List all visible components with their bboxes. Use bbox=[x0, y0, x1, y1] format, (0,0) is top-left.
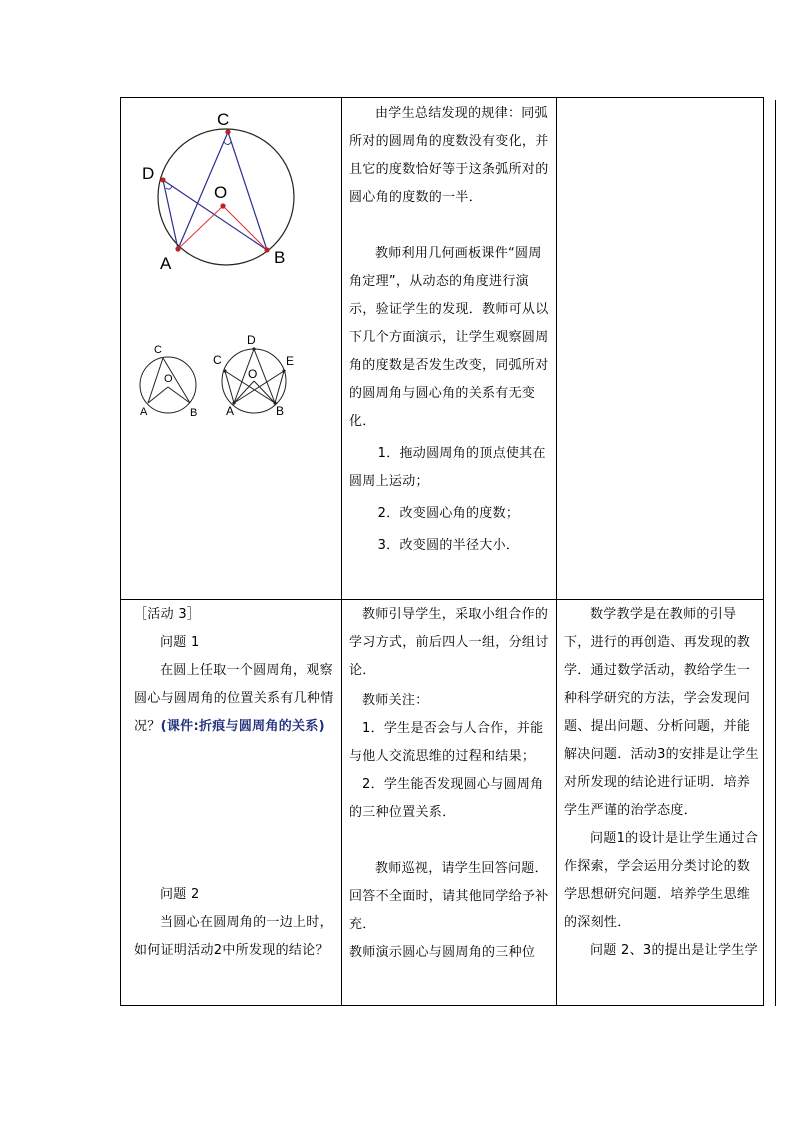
figure-main-circle bbox=[130, 105, 330, 275]
row2-middle-spacer bbox=[349, 827, 551, 855]
courseware-link[interactable]: (课件:折痕与圆周角的关系) bbox=[160, 719, 325, 734]
angle-arc-c bbox=[224, 142, 231, 145]
small-right-label-b: B bbox=[276, 404, 285, 418]
radius-oa bbox=[178, 206, 223, 249]
question1-title: 问题 1 bbox=[160, 635, 200, 650]
row1-middle-item-1: 1．拖动圆周角的顶点使其在圆周上运动； bbox=[349, 446, 546, 489]
small-right-label-o: O bbox=[248, 367, 258, 381]
small-right-label-c: C bbox=[213, 353, 222, 367]
row2-right-p3: 问题 2、3的提出是让学生学 bbox=[590, 943, 758, 958]
row1-middle-cell bbox=[349, 100, 551, 560]
row2-right-p2: 问题1的设计是让学生通过合作探索，学会运用分类讨论的数学思想研究问题．培养学生思维的深刻性． bbox=[564, 831, 759, 930]
row2-left-cell bbox=[134, 601, 338, 965]
row2-middle-p3: 教师演示圆心与圆周角的三种位 bbox=[349, 945, 536, 960]
point-o bbox=[220, 203, 225, 208]
row1-middle-item-3: 3．改变圆的半径大小． bbox=[377, 538, 520, 553]
figure-small-left bbox=[134, 337, 214, 427]
angle-arc-d bbox=[166, 186, 172, 189]
teacher-focus-item-1: 1．学生是否会与人合作，并能与他人交流思维的过程和结果； bbox=[349, 721, 544, 764]
chord-cb bbox=[228, 132, 267, 250]
point-b bbox=[264, 247, 269, 252]
question2-text: 当圆心在圆周角的一边上时，如何证明活动2中所发现的结论？ bbox=[134, 915, 333, 958]
question2-title: 问题 2 bbox=[160, 887, 200, 902]
row1-middle-item-2: 2．改变圆心角的度数； bbox=[377, 506, 520, 521]
chord-da bbox=[163, 180, 178, 249]
radius-ob bbox=[223, 206, 267, 250]
row2-middle-p2: 教师巡视，请学生回答问题．回答不全面时，请其他同学给予补充． bbox=[349, 861, 549, 932]
activity-label: ［活动 3］ bbox=[134, 607, 201, 622]
row1-middle-p2: 教师利用几何画板课件“圆周角定理”，从动态的角度进行演示，验证学生的发现．教师可从以下几个方面演示，让学生观察圆周角的度数是否发生改变，同弧所对的圆周角与圆心角的关系有无变化． bbox=[349, 246, 549, 429]
row2-right-p1: 数学教学是在教师的引导下，进行的再创造、再发现的教学．通过数学活动，教给学生一种科学研究的方法，学会发现问题、提出问题、分析问题，并能解决问题．活动3的安排是让学生对所发现的结论进行证明．培养学生严谨的治学态度． bbox=[564, 607, 759, 818]
label-b: B bbox=[274, 248, 286, 267]
small-left-label-a: A bbox=[140, 406, 148, 418]
point-d bbox=[160, 177, 165, 182]
label-a: A bbox=[160, 254, 172, 273]
row1-spacer bbox=[349, 212, 551, 240]
small-left-label-b: B bbox=[190, 407, 198, 419]
teacher-focus-item-2: 2．学生能否发现圆心与圆周角的三种位置关系． bbox=[349, 777, 544, 820]
teacher-focus-title: 教师关注： bbox=[362, 693, 429, 708]
column-divider-1 bbox=[341, 97, 342, 1006]
label-d: D bbox=[142, 164, 155, 183]
column-divider-2 bbox=[556, 97, 557, 1006]
question1-body bbox=[134, 657, 338, 741]
row2-left-spacer bbox=[134, 741, 338, 881]
figure-small-right bbox=[212, 331, 312, 431]
label-o: O bbox=[214, 183, 228, 202]
point-c bbox=[225, 129, 230, 134]
row2-middle-p1: 教师引导学生，采取小组合作的学习方式，前后四人一组，分组讨论． bbox=[349, 607, 549, 678]
point-a bbox=[175, 246, 180, 251]
small-right-label-a: A bbox=[226, 404, 235, 418]
label-c: C bbox=[217, 110, 230, 129]
lesson-table bbox=[120, 97, 764, 1006]
small-right-label-e: E bbox=[286, 354, 295, 368]
row-divider bbox=[120, 599, 764, 600]
row2-right-cell bbox=[564, 601, 760, 965]
row1-middle-p1: 由学生总结发现的规律：同弧所对的圆周角的度数没有变化，并且它的度数恰好等于这条弧所对的圆心角的度数的一半． bbox=[349, 106, 549, 205]
small-right-label-d: D bbox=[247, 333, 256, 347]
small-left-label-c: C bbox=[154, 344, 162, 356]
row2-middle-cell bbox=[349, 601, 551, 967]
question1-text: 在圆上任取一个圆周角，观察圆心与圆周角的位置关系有几种情况？ bbox=[134, 663, 334, 734]
small-left-label-o: O bbox=[164, 373, 173, 385]
table-shadow-right bbox=[775, 100, 776, 1006]
